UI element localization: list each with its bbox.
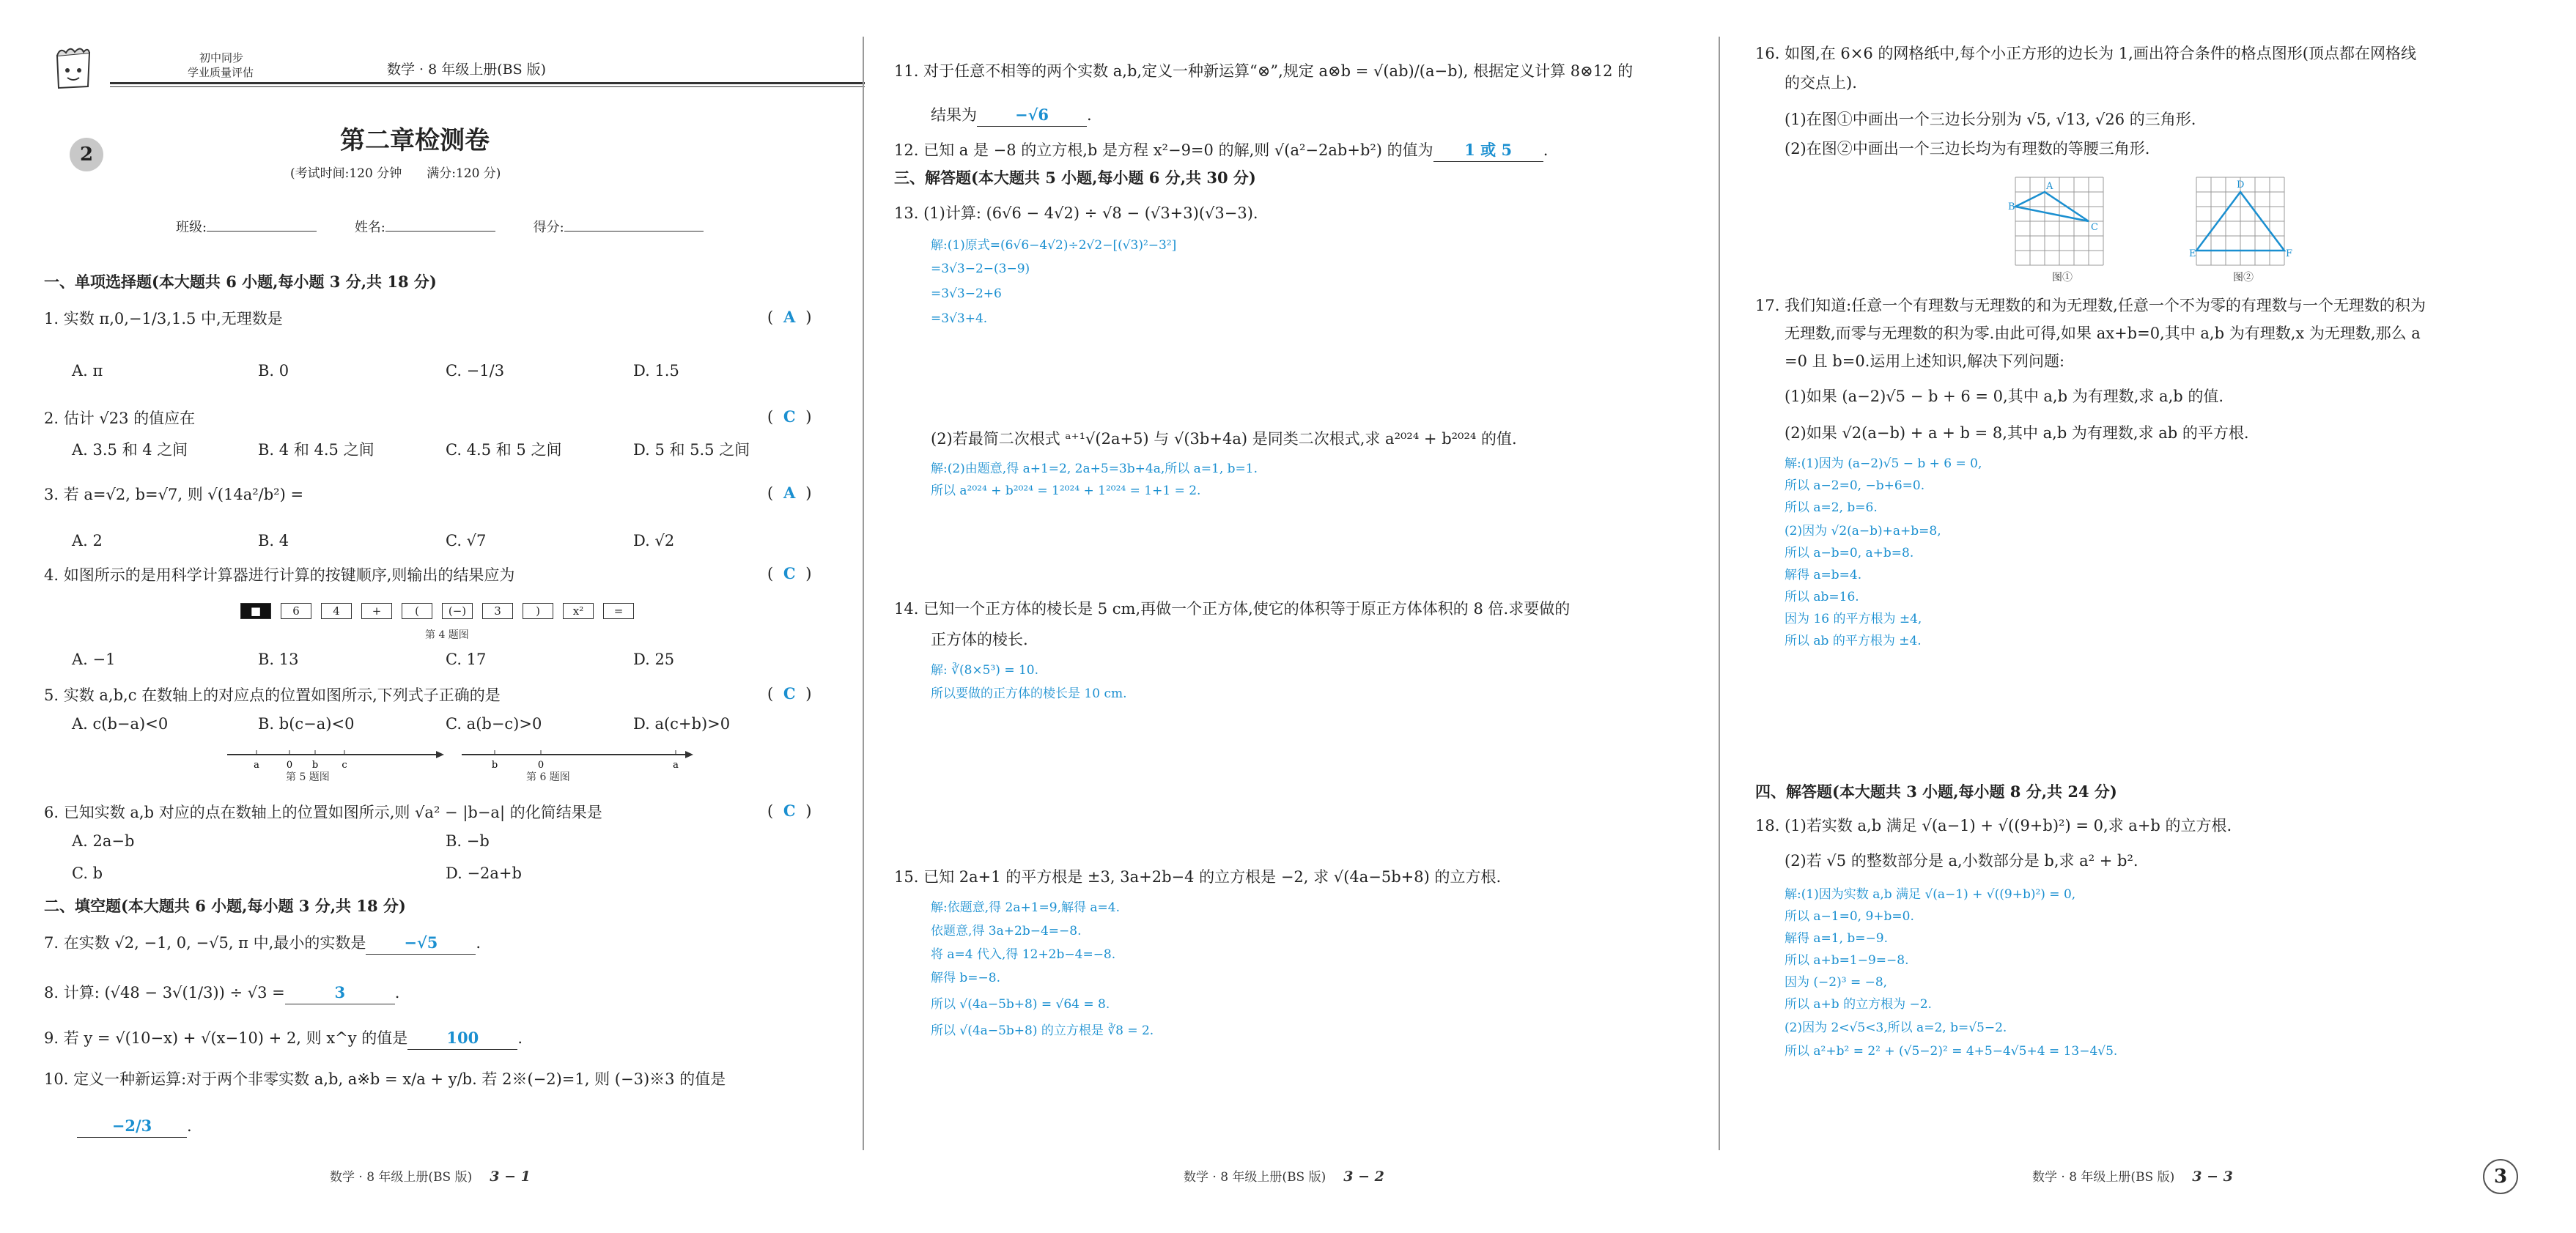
- q4-answer: ( C ): [767, 564, 812, 582]
- q10-blank: −2/3: [77, 1115, 187, 1138]
- q17-solution: 所以 a−b=0, a+b=8.: [1785, 546, 1914, 560]
- page-title: 第二章检测卷: [340, 126, 490, 155]
- q17-stem-3: =0 且 b=0.运用上述知识,解决下列问题:: [1785, 352, 2065, 370]
- q15-stem: 15. 已知 2a+1 的平方根是 ±3, 3a+2b−4 的立方根是 −2, 求 √(4a−5b+8) 的立方根.: [894, 868, 1502, 886]
- q9-stem: 9. 若 y = √(10−x) + √(x−10) + 2, 则 x^y 的值是 100 .: [44, 1027, 523, 1050]
- q17-stem-2: 无理数,而零与无理数的积为零.由此可得,如果 ax+b=0,其中 a,b 为有理数,x 为无理数,那么 a: [1785, 325, 2421, 342]
- footer-1: 数学 · 8 年级上册(BS 版) 3 − 1: [330, 1169, 531, 1185]
- page-3-2: [894, 0, 1693, 1233]
- q1-option-d: D. 1.5: [633, 362, 679, 379]
- q12-stem: 12. 已知 a 是 −8 的立方根,b 是方程 x²−9=0 的解,则 √(a²−2ab+b²) 的值为 1 或 5 .: [894, 139, 1548, 162]
- q14-stem-2: 正方体的棱长.: [931, 631, 1028, 648]
- q1-stem: 1. 实数 π,0,−1/3,1.5 中,无理数是: [44, 310, 283, 327]
- q5-option-a: A. c(b−a)<0: [72, 715, 169, 733]
- q16-stem: 16. 如图,在 6×6 的网格纸中,每个小正方形的边长为 1,画出符合条件的格点图形(顶点都在网格线: [1755, 45, 2416, 62]
- q4-option-a: A. −1: [72, 651, 116, 668]
- q17-part1: (1)如果 (a−2)√5 − b + 6 = 0,其中 a,b 为有理数,求 a,b 的值.: [1785, 388, 2224, 405]
- q15-solution: 解:依题意,得 2a+1=9,解得 a=4.: [931, 900, 1121, 915]
- q3-option-a: A. 2: [72, 532, 103, 549]
- q6-answer: ( C ): [767, 801, 812, 820]
- svg-text:B: B: [2008, 201, 2015, 212]
- calc-key: +: [361, 603, 392, 619]
- q5-option-d: D. a(c+b)>0: [633, 715, 731, 733]
- q1-option-b: B. 0: [258, 362, 289, 379]
- svg-text:C: C: [2091, 222, 2098, 233]
- q6-option-d: D. −2a+b: [446, 864, 522, 882]
- footer-2: 数学 · 8 年级上册(BS 版) 3 − 2: [1184, 1169, 1384, 1185]
- q3-stem: 3. 若 a=√2, b=√7, 则 √(14a²/b²) =: [44, 486, 304, 503]
- q11-blank: −√6: [977, 104, 1087, 127]
- svg-text:c: c: [342, 760, 347, 771]
- q16-stem-2: 的交点上).: [1785, 74, 1857, 92]
- q1-option-a: A. π: [72, 362, 103, 379]
- section-1-heading: 一、单项选择题(本大题共 6 小题,每小题 3 分,共 18 分): [44, 273, 437, 291]
- q18-solution: 所以 a+b=1−9=−8.: [1785, 953, 1909, 968]
- svg-text:0: 0: [537, 760, 545, 771]
- svg-text:b: b: [491, 760, 498, 771]
- svg-text:F: F: [2286, 248, 2293, 259]
- q3-option-d: D. √2: [633, 532, 675, 549]
- mascot-logo: [51, 45, 95, 91]
- q1-answer: ( A ): [767, 308, 812, 326]
- svg-text:a: a: [254, 760, 259, 771]
- q17-solution: 因为 16 的平方根为 ±4,: [1785, 612, 1922, 626]
- q18-part2: (2)若 √5 的整数部分是 a,小数部分是 b,求 a² + b².: [1785, 852, 2138, 870]
- q2-option-a: A. 3.5 和 4 之间: [72, 441, 188, 459]
- number-line-q5: [227, 746, 447, 782]
- q13-part2-stem: (2)若最简二次根式 ᵃ⁺¹√(2a+5) 与 √(3b+4a) 是同类二次根式,求 a²⁰²⁴ + b²⁰²⁴ 的值.: [931, 430, 1517, 448]
- q4-stem: 4. 如图所示的是用科学计算器进行计算的按键顺序,则输出的结果应为: [44, 566, 515, 584]
- svg-text:0: 0: [286, 760, 293, 771]
- header-book: 数学 · 8 年级上册(BS 版): [387, 62, 547, 78]
- q18-solution: (2)因为 2<√5<3,所以 a=2, b=√5−2.: [1785, 1021, 2007, 1035]
- svg-text:a: a: [673, 760, 679, 771]
- q18-solution: 解得 a=1, b=−9.: [1785, 931, 1888, 946]
- q9-blank: 100: [407, 1027, 517, 1050]
- exam-info: (考试时间:120 分钟 满分:120 分): [290, 166, 501, 181]
- q8-blank: 3: [285, 982, 395, 1004]
- q16-part2: (2)在图②中画出一个三边长均为有理数的等腰三角形.: [1785, 140, 2150, 158]
- q13-part2-solution: 所以 a²⁰²⁴ + b²⁰²⁴ = 1²⁰²⁴ + 1²⁰²⁴ = 1+1 = 2.: [931, 484, 1201, 498]
- q13-stem: 13. (1)计算: (6√6 − 4√2) ÷ √8 − (√3+3)(√3−3).: [894, 204, 1258, 222]
- class-field: 班级: 姓名: 得分:: [176, 217, 704, 239]
- q8-stem: 8. 计算: (√48 − 3√(1/3)) ÷ √3 = 3 .: [44, 982, 399, 1004]
- page-3-1: [44, 0, 828, 1233]
- q15-solution: 所以 √(4a−5b+8) = √64 = 8.: [931, 997, 1110, 1012]
- q17-solution: 所以 a−2=0, −b+6=0.: [1785, 478, 1925, 493]
- svg-text:A: A: [2046, 181, 2053, 192]
- q11-answer: 结果为 −√6 .: [931, 104, 1092, 127]
- q13-solution-line: =3√3−2−(3−9): [931, 262, 1030, 276]
- calc-key: 6: [281, 603, 311, 619]
- calc-key: x²: [563, 603, 594, 619]
- q2-option-b: B. 4 和 4.5 之间: [258, 441, 374, 459]
- q13-solution-line: =3√3−2+6: [931, 286, 1002, 301]
- q6-option-c: C. b: [72, 864, 103, 882]
- q3-option-b: B. 4: [258, 532, 289, 549]
- q18-solution: 因为 (−2)³ = −8,: [1785, 975, 1888, 990]
- q15-solution: 将 a=4 代入,得 12+2b−4=−8.: [931, 947, 1116, 962]
- q11-stem: 11. 对于任意不相等的两个实数 a,b,定义一种新运算“⊗”,规定 a⊗b = √(ab)/(a−b), 根据定义计算 8⊗12 的: [894, 62, 1634, 80]
- q6-caption: 第 6 题图: [526, 771, 570, 783]
- q14-solution: 解: ∛(8×5³) = 10.: [931, 663, 1039, 678]
- q4-option-c: C. 17: [446, 651, 487, 668]
- section-4-heading: 四、解答题(本大题共 3 小题,每小题 8 分,共 24 分): [1755, 782, 2117, 801]
- q18-solution: 所以 a²+b² = 2² + (√5−2)² = 4+5−4√5+4 = 13−4√5.: [1785, 1044, 2118, 1059]
- q12-blank: 1 或 5: [1433, 139, 1543, 162]
- q1-option-c: C. −1/3: [446, 362, 505, 379]
- unit-badge: 2: [70, 138, 103, 171]
- q17-solution: 解:(1)因为 (a−2)√5 − b + 6 = 0,: [1785, 456, 1982, 471]
- brand-line-1: 初中同步: [199, 51, 244, 64]
- q13-part2-solution: 解:(2)由题意,得 a+1=2, 2a+5=3b+4a,所以 a=1, b=1.: [931, 462, 1258, 476]
- fig2-caption: 图②: [2233, 272, 2254, 284]
- q15-solution: 解得 b=−8.: [931, 971, 1000, 985]
- q5-option-b: B. b(c−a)<0: [258, 715, 355, 733]
- corner-page-badge: 3: [2483, 1159, 2518, 1194]
- q5-stem: 5. 实数 a,b,c 在数轴上的对应点的位置如图所示,下列式子正确的是: [44, 686, 501, 704]
- q6-option-b: B. −b: [446, 832, 490, 850]
- number-line-q6: [462, 746, 696, 782]
- q18-solution: 所以 a+b 的立方根为 −2.: [1785, 997, 1932, 1012]
- q18-stem: 18. (1)若实数 a,b 满足 √(a−1) + √((9+b)²) = 0,求 a+b 的立方根.: [1755, 817, 2232, 834]
- q17-part2: (2)如果 √2(a−b) + a + b = 8,其中 a,b 为有理数,求 ab 的平方根.: [1785, 424, 2249, 442]
- section-2-heading: 二、填空题(本大题共 6 小题,每小题 3 分,共 18 分): [44, 897, 406, 915]
- calc-key: =: [603, 603, 634, 619]
- q4-option-d: D. 25: [633, 651, 675, 668]
- q10-stem: 10. 定义一种新运算:对于两个非零实数 a,b, a※b = x/a + y/b. 若 2※(−2)=1, 则 (−3)※3 的值是: [44, 1070, 726, 1088]
- fig1-caption: 图①: [2052, 272, 2073, 284]
- q5-option-c: C. a(b−c)>0: [446, 715, 542, 733]
- calc-key: (: [402, 603, 432, 619]
- q17-solution: 所以 ab 的平方根为 ±4.: [1785, 634, 1922, 648]
- calc-key: ): [523, 603, 553, 619]
- q2-option-d: D. 5 和 5.5 之间: [633, 441, 750, 459]
- q17-solution: 所以 ab=16.: [1785, 590, 1859, 604]
- q14-stem: 14. 已知一个正方体的棱长是 5 cm,再做一个正方体,使它的体积等于原正方体体积的 8 倍.求要做的: [894, 600, 1571, 618]
- footer-3: 数学 · 8 年级上册(BS 版) 3 − 3: [2032, 1169, 2233, 1185]
- calc-key: ■: [240, 603, 271, 619]
- q3-answer: ( A ): [767, 484, 812, 502]
- calculator-keys: [240, 601, 643, 619]
- header-rule: [110, 82, 865, 87]
- q16-part1: (1)在图①中画出一个三边长分别为 √5, √13, √26 的三角形.: [1785, 111, 2196, 128]
- q6-option-a: A. 2a−b: [72, 832, 135, 850]
- calc-key: 3: [482, 603, 513, 619]
- svg-text:b: b: [311, 760, 319, 771]
- q15-solution: 所以 √(4a−5b+8) 的立方根是 ∛8 = 2.: [931, 1023, 1154, 1038]
- q13-solution-line: =3√3+4.: [931, 311, 988, 326]
- grid-figure-1: [2008, 170, 2111, 273]
- q6-stem: 6. 已知实数 a,b 对应的点在数轴上的位置如图所示,则 √a² − |b−a| 的化简结果是: [44, 804, 602, 821]
- q5-caption: 第 5 题图: [286, 771, 330, 783]
- brand-line-2: 学业质量评估: [188, 66, 254, 79]
- column-divider: [1719, 37, 1720, 1150]
- q3-option-c: C. √7: [446, 532, 487, 549]
- q15-solution: 依题意,得 3a+2b−4=−8.: [931, 924, 1082, 938]
- svg-text:E: E: [2189, 248, 2196, 259]
- q17-solution: 解得 a=b=4.: [1785, 568, 1862, 582]
- q18-solution: 所以 a−1=0, 9+b=0.: [1785, 909, 1914, 924]
- grid-figure-2: [2189, 170, 2292, 273]
- q17-solution: (2)因为 √2(a−b)+a+b=8,: [1785, 524, 1941, 538]
- q4-option-b: B. 13: [258, 651, 299, 668]
- section-3-heading: 三、解答题(本大题共 5 小题,每小题 6 分,共 30 分): [894, 169, 1256, 187]
- q2-answer: ( C ): [767, 407, 812, 426]
- q5-answer: ( C ): [767, 684, 812, 703]
- q7-stem: 7. 在实数 √2, −1, 0, −√5, π 中,最小的实数是 −√5 .: [44, 932, 481, 955]
- q13-solution-line: 解:(1)原式=(6√6−4√2)÷2√2−[(√3)²−3²]: [931, 238, 1177, 253]
- calc-key: 4: [321, 603, 352, 619]
- q7-blank: −√5: [366, 932, 476, 955]
- q2-stem: 2. 估计 √23 的值应在: [44, 410, 196, 427]
- q2-option-c: C. 4.5 和 5 之间: [446, 441, 562, 459]
- page-3-3: [1755, 0, 2532, 1233]
- calc-key: (−): [442, 603, 473, 619]
- q4-caption: 第 4 题图: [425, 629, 469, 641]
- q17-stem: 17. 我们知道:任意一个有理数与无理数的和为无理数,任意一个不为零的有理数与一个无理数的积为: [1755, 297, 2426, 314]
- q17-solution: 所以 a=2, b=6.: [1785, 500, 1878, 515]
- q14-solution: 所以要做的正方体的棱长是 10 cm.: [931, 686, 1127, 701]
- column-divider: [863, 37, 864, 1150]
- q18-solution: 解:(1)因为实数 a,b 满足 √(a−1) + √((9+b)²) = 0,: [1785, 887, 2076, 902]
- svg-text:D: D: [2237, 179, 2245, 190]
- q10-answer: −2/3 .: [77, 1115, 192, 1138]
